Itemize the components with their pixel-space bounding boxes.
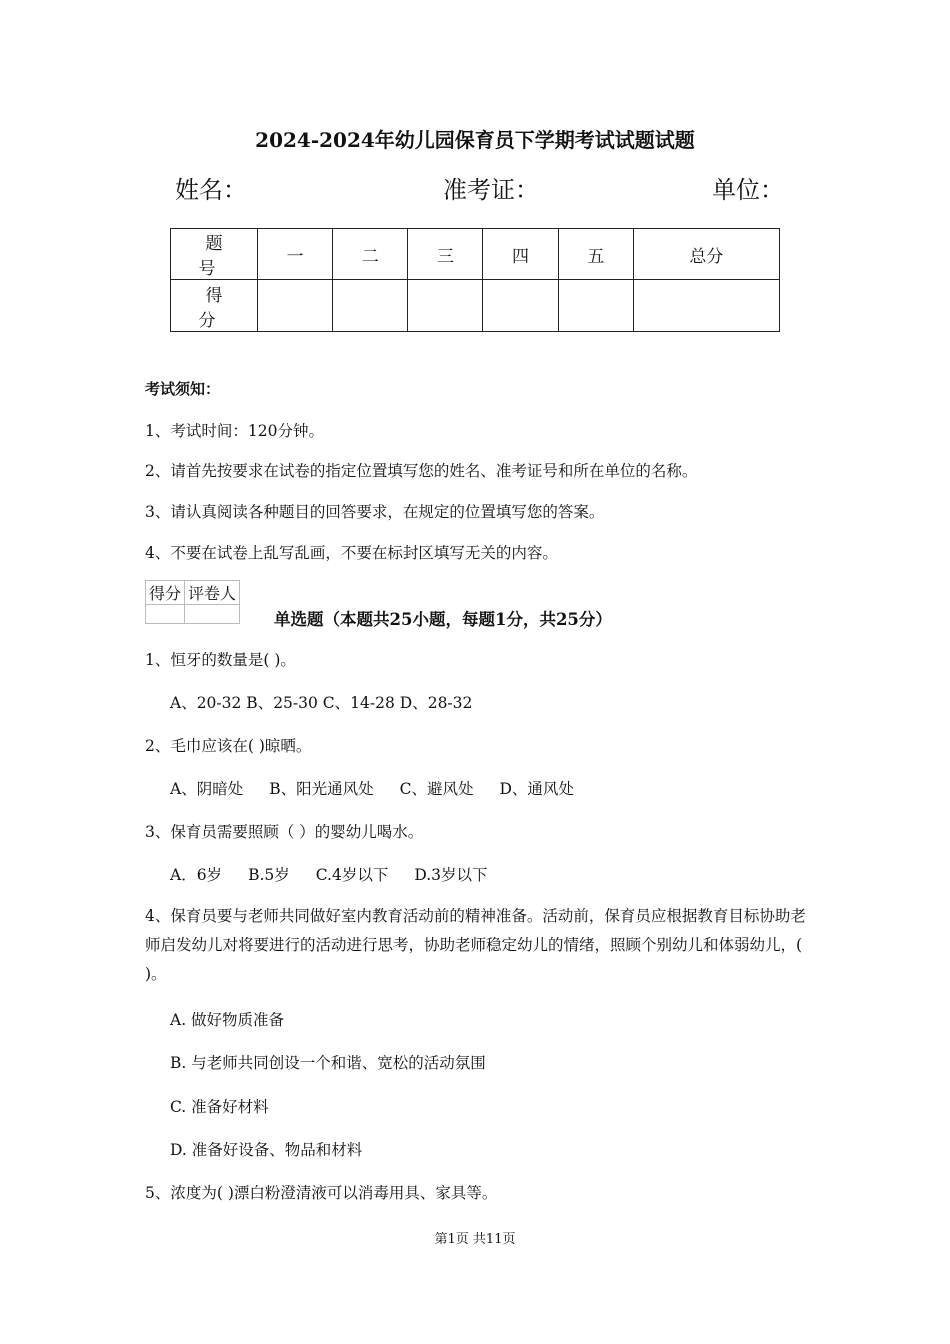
score-entry-cell[interactable] — [633, 280, 779, 332]
grader-score-label: 得分 — [146, 581, 185, 605]
score-table-cell: 总分 — [633, 229, 779, 280]
question-stem: 5、浓度为( )漂白粉澄清液可以消毒用具、家具等。 — [145, 1184, 498, 1202]
grader-name-label: 评卷人 — [185, 581, 240, 605]
question-stem: 3、保育员需要照顾（ ）的婴幼儿喝水。 — [145, 823, 424, 841]
score-table-cell: 三 — [408, 229, 483, 280]
unit-field-label: 单位： — [712, 176, 784, 204]
notice-item: 1、考试时间：120分钟。 — [145, 422, 324, 440]
grader-score-entry[interactable] — [146, 605, 185, 624]
score-table-cell: 二 — [333, 229, 408, 280]
question-options — [170, 863, 514, 885]
notice-item: 2、请首先按要求在试卷的指定位置填写您的姓名、准考证号和所在单位的名称。 — [145, 462, 698, 480]
score-table-cell: 得 分 — [171, 280, 258, 332]
notice-title: 考试须知： — [145, 380, 221, 398]
option[interactable]: C.4岁以下 — [315, 866, 389, 884]
option[interactable]: B.5岁 — [248, 866, 290, 884]
option[interactable]: A．6岁 — [170, 866, 223, 884]
question-options: A、20-32 B、25-30 C、14-28 D、28-32 — [170, 694, 473, 712]
score-table-header-row — [171, 229, 780, 280]
grader-name-entry[interactable] — [185, 605, 240, 624]
score-entry-cell[interactable] — [333, 280, 408, 332]
notice-item: 3、请认真阅读各种题目的回答要求，在规定的位置填写您的答案。 — [145, 503, 605, 521]
exam-id-field-label: 准考证： — [443, 176, 539, 204]
notice-item: 4、不要在试卷上乱写乱画，不要在标封区填写无关的内容。 — [145, 544, 558, 562]
option[interactable]: D、通风处 — [499, 780, 574, 798]
score-entry-cell[interactable] — [483, 280, 558, 332]
score-table-cell: 四 — [483, 229, 558, 280]
option[interactable]: C、避风处 — [399, 780, 474, 798]
option[interactable]: D. 准备好设备、物品和材料 — [170, 1141, 363, 1159]
name-field-label: 姓名： — [175, 176, 247, 204]
section-title: 单选题（本题共25小题，每题1分，共25分） — [274, 610, 612, 629]
page-footer: 第1页 共11页 — [434, 1232, 516, 1247]
score-entry-cell[interactable] — [408, 280, 483, 332]
option[interactable]: A. 做好物质准备 — [170, 1011, 285, 1029]
question-options — [170, 777, 600, 799]
grader-box — [145, 580, 240, 624]
score-entry-cell[interactable] — [558, 280, 633, 332]
option[interactable]: A、阴暗处 — [170, 780, 244, 798]
option[interactable]: B、阳光通风处 — [269, 780, 374, 798]
score-table — [170, 228, 780, 332]
question-stem: 4、保育员要与老师共同做好室内教育活动前的精神准备。活动前，保育员应根据教育目标协助老师启发幼儿对将要进行的活动进行思考，协助老师稳定幼儿的情绪，照顾个别幼儿和体弱幼儿，( )。 — [145, 907, 806, 983]
option[interactable]: C. 准备好材料 — [170, 1098, 269, 1116]
page-title: 2024-2024年幼儿园保育员下学期考试试题试题 — [255, 128, 695, 152]
score-table-cell: 五 — [558, 229, 633, 280]
score-table-cell: 一 — [258, 229, 333, 280]
question-stem: 1、恒牙的数量是( )。 — [145, 651, 296, 669]
score-table-score-row — [171, 280, 780, 332]
question-stem: 2、毛巾应该在( )晾晒。 — [145, 737, 312, 755]
score-table-cell: 题 号 — [171, 229, 258, 280]
score-entry-cell[interactable] — [258, 280, 333, 332]
option[interactable]: B. 与老师共同创设一个和谐、宽松的活动氛围 — [170, 1054, 486, 1072]
option[interactable]: D.3岁以下 — [414, 866, 488, 884]
